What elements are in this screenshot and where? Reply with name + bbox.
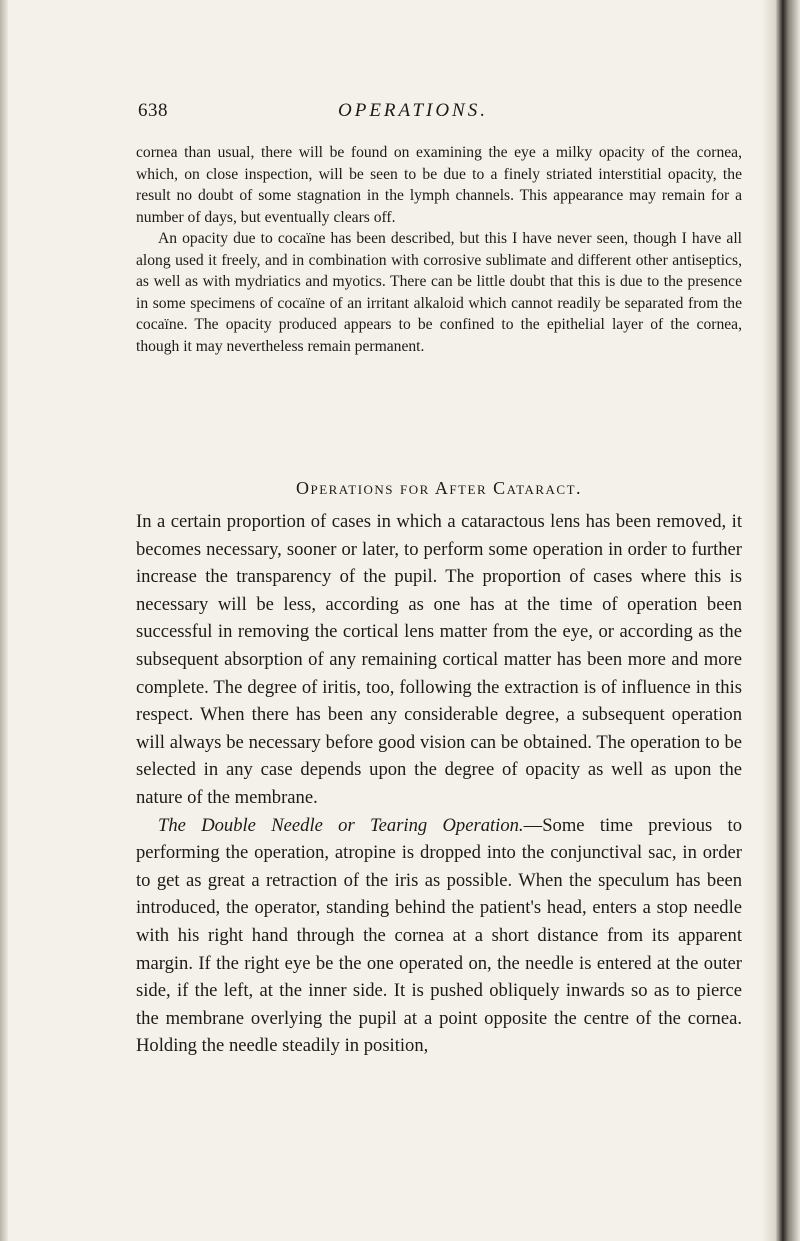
intro-text (136, 142, 742, 357)
book-spine-edge (762, 0, 800, 1241)
page-left-edge (0, 0, 8, 1241)
section-heading: Operations for After Cataract. (295, 478, 583, 498)
intro-paragraph-1: cornea than usual, there will be found on examining the eye a milky opacity of the cornea, which, on close inspection, will be seen to be due to a finely striated interstitial opacity, the result no doubt of some stagnation in the lymph channels. This appearance may remain for a number of days, but eventually clears off. (136, 144, 742, 226)
running-title: OPERATIONS. (338, 100, 488, 121)
section-paragraph-2 (136, 812, 742, 1060)
section-text (136, 508, 742, 1060)
intro-paragraph-2: An opacity due to cocaïne has been described, but this I have never seen, though I have all along used it freely, and in combination with corrosive sublimate and different other antiseptics, as well as with mydriatics and myotics. There can be little doubt that this is due to the presence in some specimens of cocaïne of an irritant alkaloid which cannot readily be separated from the cocaïne. The opacity produced appears to be confined to the epithelial layer of the cornea, though it may nevertheless remain permanent. (136, 230, 742, 355)
section-paragraph-1: In a certain proportion of cases in which a cataractous lens has been removed, it becomes necessary, sooner or later, to perform some operation in order to further increase the transparency of the pupil. The proportion of cases where this is necessary will be less, according as one has at the time of operation been successful in removing the cortical lens matter from the eye, or according as the subsequent absorption of any remaining cortical matter has been more and more complete. The degree of iritis, too, following the extraction is of influence in this respect. When there has been any considerable degree, a subsequent operation will always be necessary before good vision can be obtained. The operation to be selected in any case depends upon the degree of opacity as well as upon the nature of the membrane. (136, 511, 742, 808)
operation-description: —Some time previous to performing the operation, atropine is dropped into the conjunctival sac, in order to get as great a retraction of the iris as possible. When the speculum has been introduced, the operator, standing behind the patient's head, enters a stop needle with his right hand through the cornea at a short distance from its apparent margin. If the right eye be the one operated on, the needle is entered at the outer side, if the left, at the inner side. It is pushed obliquely inwards so as to pierce the membrane overlying the pupil at a point opposite the centre of the cornea. Holding the needle steadily in position, (136, 814, 743, 1057)
operation-title: The Double Needle or Tearing Operation. (158, 814, 524, 836)
page-number: 638 (138, 100, 168, 121)
page-header (138, 100, 738, 130)
